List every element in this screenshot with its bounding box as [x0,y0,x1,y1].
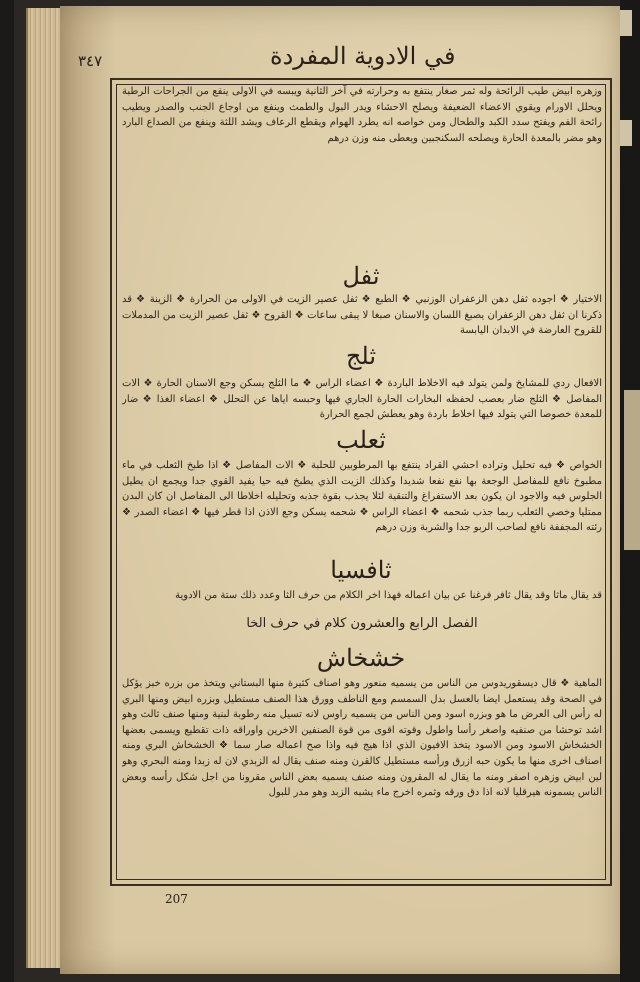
adjacent-page-edge [620,0,640,982]
page-number: ٣٤٧ [78,52,103,70]
entry-heading-thafsiya: ثافسيا [330,556,392,584]
entry-paragraph-thalj: الافعال ردي للمشايخ ولمن يتولد فيه الاخلاط الباردة ❖ اعضاء الراس ❖ ما الثلج يسكن وجع الاسنان الحارة ❖ الات المفاصل ❖ الثلج ضار بعصب لحفظه البخارات الحارة الجاري فيها وحبسه اياها عن التحلل ❖ اعضاء الغذا ❖ ضار للمعدة خصوصا التي يتولد فيها اخلاط باردة وهو يعطش لجمع الحرارة [122,378,602,421]
intro-paragraph: وزهره ابيض طيب الرائحة وله ثمر صغار ينتفع به وحرارته في آخر الثانية ويبسه في الاولى ينفع من الجراحات الرطبة ويحلل الاورام ويقوي الاعضاء الضعيفة ويصلح الاحشاء ويدر البول والطمث وينفع من اوجاع الجنب والصدر ويطيب رائحة الفم ويفتح سدد الكبد والطحال ومن خواصه انه يطرد الهوام ويقطع الرعاف ويشد اللثة وينفع من الصداع البارد وهو مضر بالمعدة الحارة ويصلحه السكنجبين ويعطى منه وزن درهم [122,86,602,144]
entry-heading-khashkhash: خشخاش [316,644,406,672]
running-title: في الادوية المفردة [270,42,456,70]
adjacent-page-strip [624,390,640,550]
footer-page-number: 207 [165,892,188,906]
entry-heading-thalj: ثلج [345,342,377,370]
page-tab [620,10,632,36]
entry-heading-thalab: ثعلب [336,426,386,454]
chapter-subtitle: الفصل الرابع والعشرون كلام في حرف الخا [246,616,478,631]
entry-paragraph-thufl: الاختيار ❖ اجوده ثفل دهن الزعفران الوزنبي ❖ الطبع ❖ ثفل عصير الزيت في الاولى من الحرارة ❖ الزينة ❖ قد ذكرنا ان ثفل دهن الزعفران يصبغ اللسان والاسنان صبغا لا يبقى ساعات ❖ القروح ❖ ثفل عصير الزيت من المدملات للقروح العارضة في الابدان اليابسة [122,294,602,337]
entry-heading-thufl: ثفل [342,262,380,290]
entry-paragraph-thafsiya: قد يقال ماثا وقد يقال ثافر فرغنا عن بيان اعماله فهذا اخر الكلام من حرف الثا وعدد ذلك ستة من الادوية [175,590,602,601]
entry-paragraph-thalab: الخواص ❖ فيه تحليل وتراده احشي القراد ينتفع بها المرطوبين للحلبة ❖ الات المفاصل ❖ اذا طبخ الثعلب في ماء مطبوخ نافع للمفاصل الوجعة بها نفع نفعا شديدا وكذلك الزيت الذي يطبخ فيه حيا يفيد القوي جدا ويجمع ان يطيل الجلوس فيه والاجود ان يكون بعد الاستفراغ والتنقية لئلا يجذب بقوة جذبه وتحليله اخلاطا الى المفاصل ان كان البدن ممتليا وخصي الثعلب ربما جذب شحمه ❖ اعضاء الراس ❖ شحمه يسكن وجع الاذن اذا قطر فيها ❖ اعضاء الصدر ❖ رئته المجففة نافع لصاحب الربو جدا والشربة وزن درهم [122,460,602,534]
page-tab [620,120,632,146]
entry-paragraph-khashkhash: الماهية ❖ قال ديسقوريدوس من الناس من يسميه منعور وهو اصناف كثيرة منها البستاني ويتخذ من بزره خبز يؤكل في الصحة وقد يستعمل ايضا بالعسل بدل السمسم ومع الناطف وورق هذا الصنف مستطيل وبزره ابيض ومنها البري له رأس الى العرض ما هو وبزره اسود ومن الناس من يسميه راوس لانه تسيل منه رطوبة لبنية ومنها صنف ثالث وهو اشد توحشا من صنفيه واصغر رأسا واطول وقوته اقوى من قوة الصنفين الاخرين واوراقه ذات تقطيع ويسمى بعضها الخشخاش الاسود ومن الاسود يتخذ الافيون الذي اذا هيج فيه واذا صح اعماله صار سما ❖ الخشخاش البري ومنه اصناف اخرى منها ما يكون حبه ازرق ورأسه مستطيل كالقرن ومنه صنف يقال له الزبدي لان له زبدا ومنه البحري وهو لين ابيض وزهره اصفر ومنه ما يقال له المقرون ومنه صنف يسميه بعض الناس مقرونا من اجل شكل رأسه وبعض الناس يسمونه هيرقليا لانه اذا دق ورقه وثمره اخرج ماء يشبه الزبد وهو مدر للبول [122,678,602,799]
